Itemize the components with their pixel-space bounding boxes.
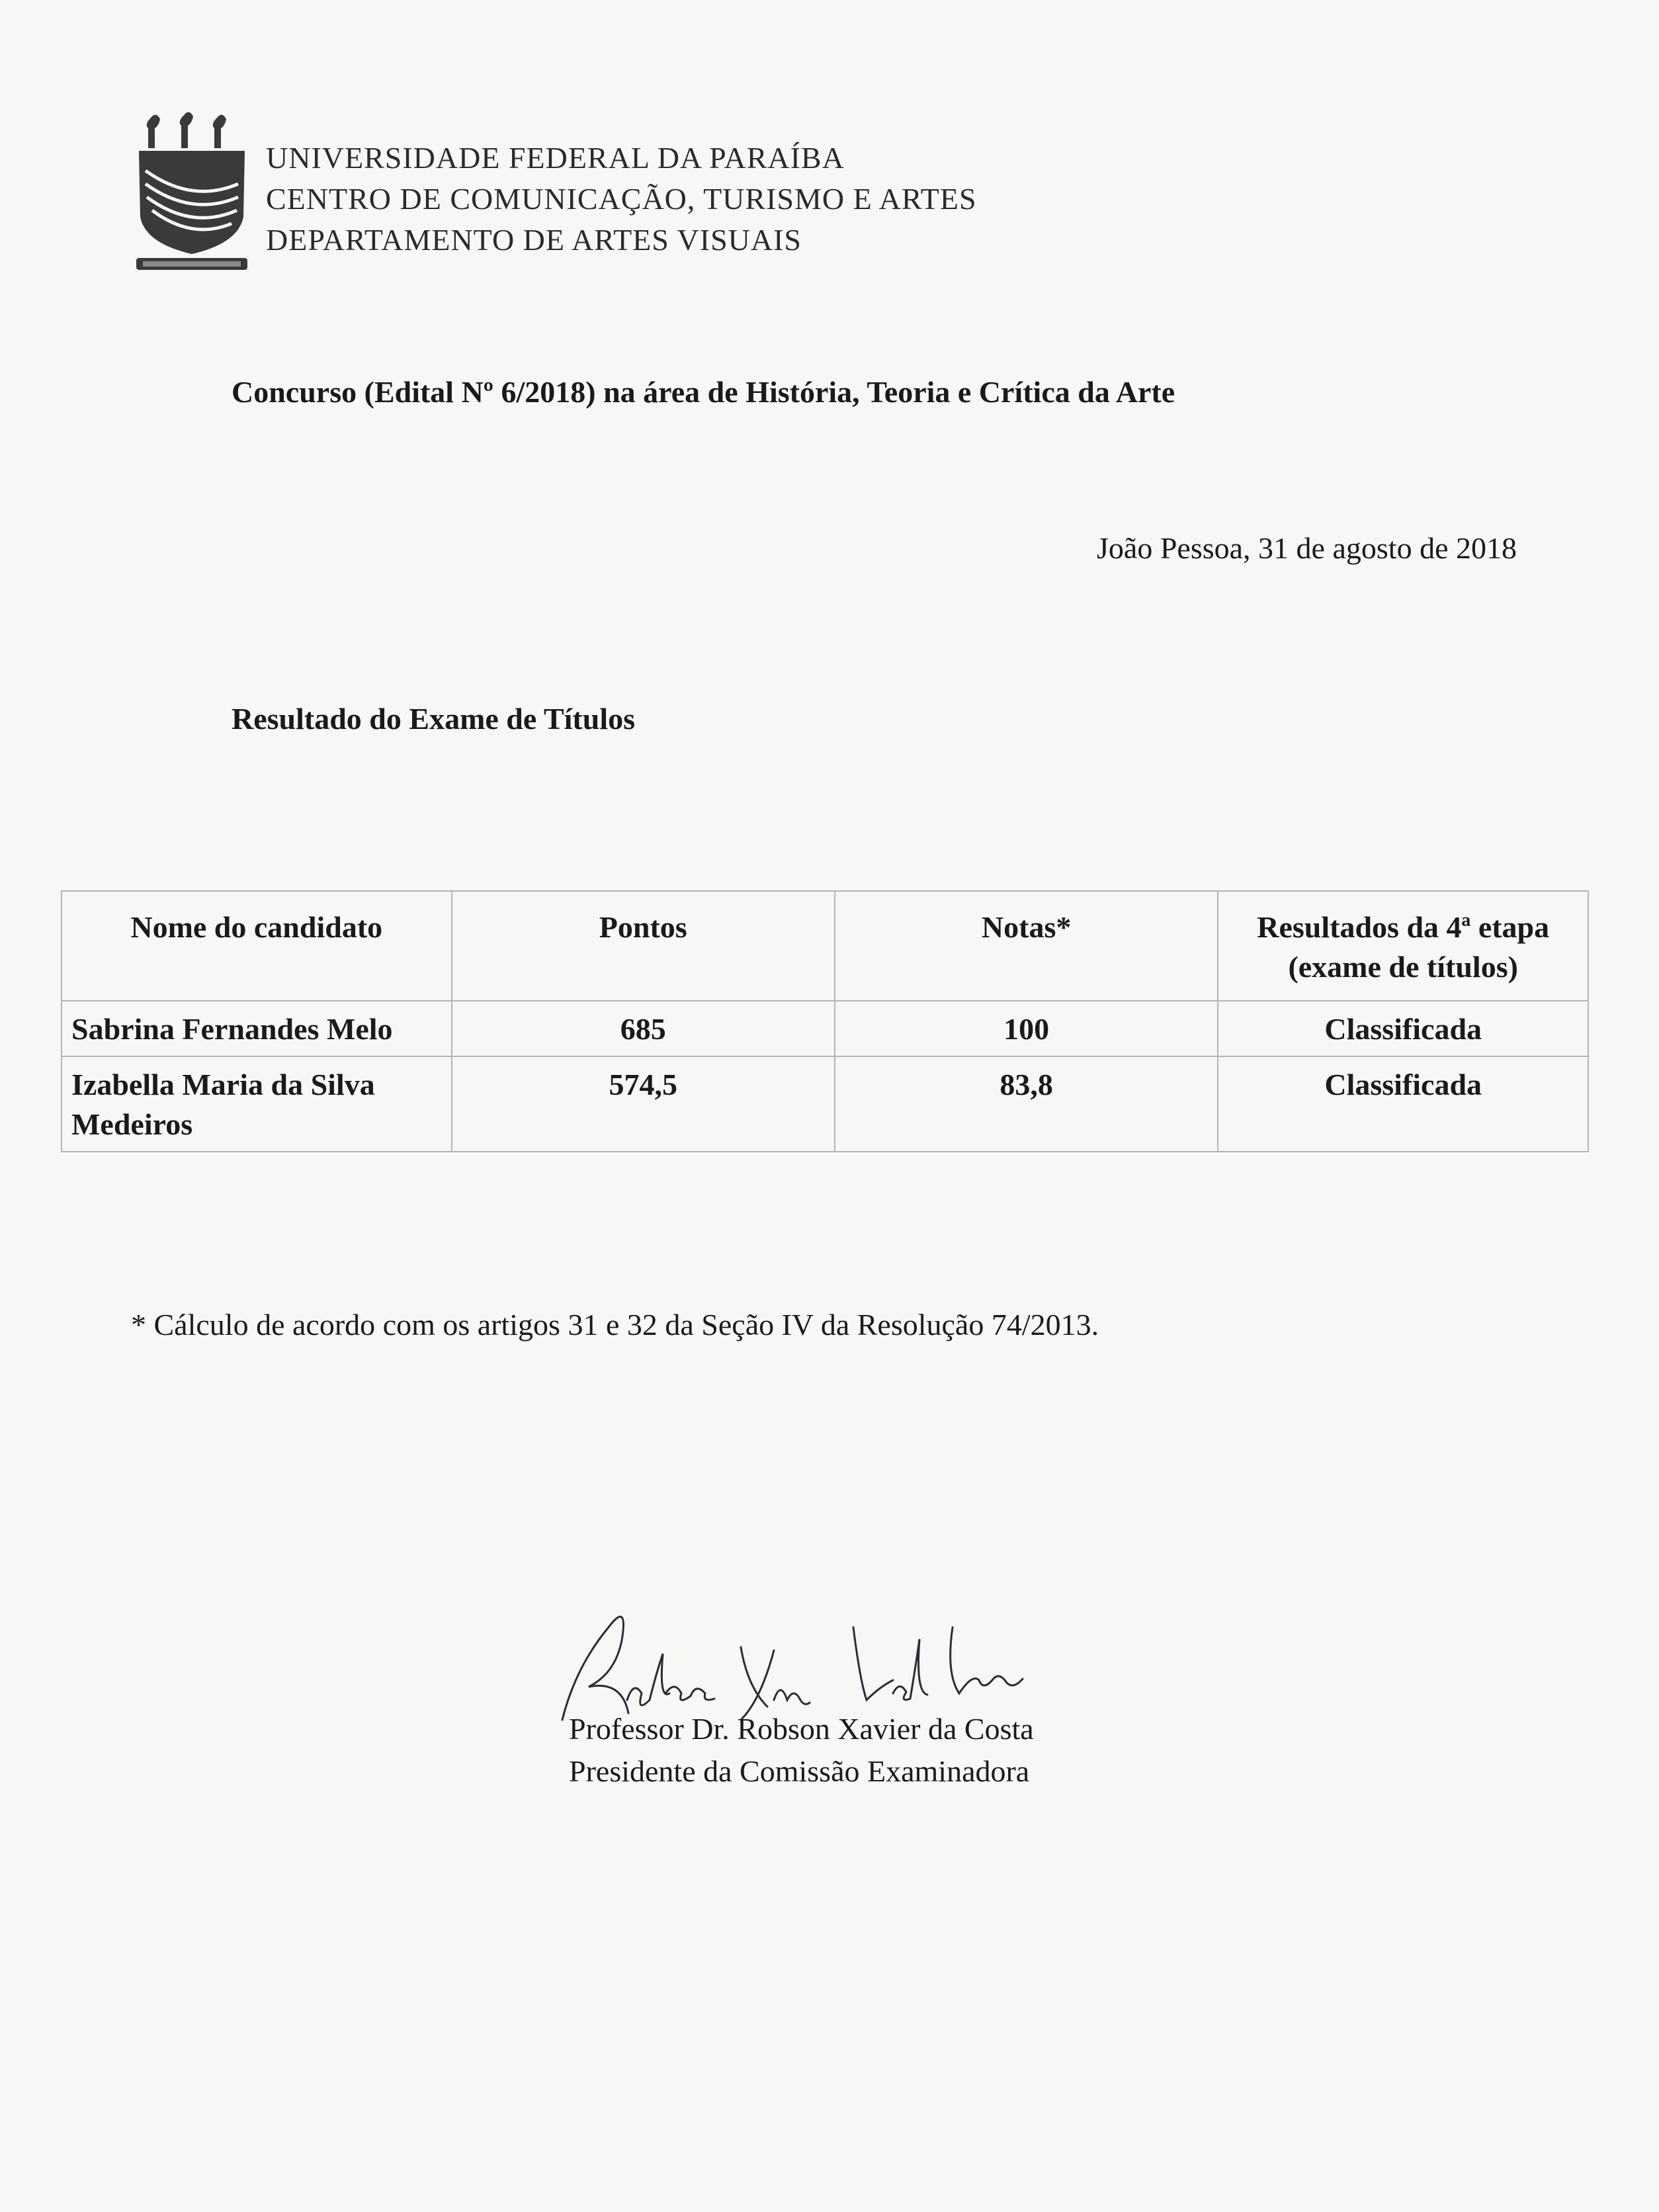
candidate-result: Classificada <box>1218 1056 1588 1152</box>
candidate-name: Sabrina Fernandes Melo <box>62 1001 452 1056</box>
candidate-grade: 83,8 <box>835 1056 1218 1152</box>
candidate-result: Classificada <box>1218 1001 1588 1056</box>
candidate-grade: 100 <box>835 1001 1218 1056</box>
university-seal-logo <box>132 111 251 276</box>
candidate-points: 574,5 <box>452 1056 835 1152</box>
header-points: Pontos <box>452 891 835 1001</box>
signer-block <box>569 1708 1034 1793</box>
document-date: João Pessoa, 31 de agosto de 2018 <box>1097 531 1517 565</box>
center-name: CENTRO DE COMUNICAÇÃO, TURISMO E ARTES <box>266 182 977 216</box>
signer-name: Professor Dr. Robson Xavier da Costa <box>569 1712 1034 1746</box>
table-row <box>62 1001 1588 1056</box>
header-candidate-name: Nome do candidato <box>62 891 452 1001</box>
university-name: UNIVERSIDADE FEDERAL DA PARAÍBA <box>266 141 845 175</box>
candidate-name: Izabella Maria da Silva Medeiros <box>62 1056 452 1152</box>
department-name: DEPARTAMENTO DE ARTES VISUAIS <box>266 223 802 257</box>
footnote: * Cálculo de acordo com os artigos 31 e 32 da Seção IV da Resolução 74/2013. <box>131 1308 1099 1341</box>
institution-header <box>266 138 977 261</box>
header-stage-results: Resultados da 4ª etapa (exame de títulos) <box>1218 891 1588 1001</box>
result-title: Resultado do Exame de Títulos <box>232 702 636 736</box>
candidate-points: 685 <box>452 1001 835 1056</box>
results-table <box>61 890 1589 1152</box>
table-header-row <box>62 891 1588 1001</box>
header-grades: Notas* <box>835 891 1218 1001</box>
signer-role: Presidente da Comissão Examinadora <box>569 1754 1030 1788</box>
contest-title: Concurso (Edital Nº 6/2018) na área de História, Teoria e Crítica da Arte <box>232 375 1175 409</box>
table-row <box>62 1056 1588 1152</box>
